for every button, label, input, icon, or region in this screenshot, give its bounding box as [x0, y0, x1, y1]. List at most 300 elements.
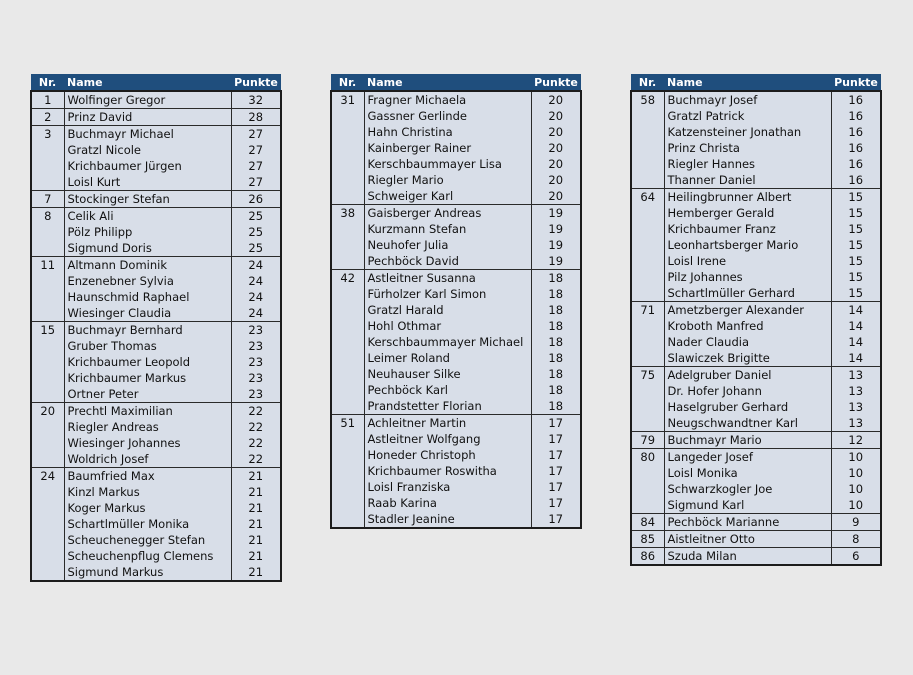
name-cell: Szuda Milan [664, 548, 831, 566]
table-row [331, 156, 581, 172]
rank-cell [331, 124, 364, 140]
points-cell: 23 [231, 370, 281, 386]
header-name: Name [364, 74, 531, 91]
table-row [331, 91, 581, 108]
table-row [631, 108, 881, 124]
name-cell: Gratzl Nicole [64, 142, 231, 158]
table-row [31, 289, 281, 305]
rank-cell [331, 431, 364, 447]
points-cell: 28 [231, 109, 281, 126]
points-cell: 20 [531, 91, 581, 108]
name-cell: Loisl Monika [664, 465, 831, 481]
table-row [631, 334, 881, 350]
table-row [331, 431, 581, 447]
header-nr: Nr. [331, 74, 364, 91]
points-cell: 17 [531, 447, 581, 463]
rank-cell [631, 237, 664, 253]
points-cell: 13 [831, 367, 881, 384]
header-points: Punkte [531, 74, 581, 91]
table-row [31, 516, 281, 532]
table-row [331, 205, 581, 222]
points-cell: 16 [831, 156, 881, 172]
name-cell: Slawiczek Brigitte [664, 350, 831, 367]
table-row [331, 447, 581, 463]
points-cell: 25 [231, 208, 281, 225]
table-row [631, 497, 881, 514]
table-row [331, 495, 581, 511]
name-cell: Buchmayr Michael [64, 126, 231, 143]
name-cell: Neuhauser Silke [364, 366, 531, 382]
table-row [631, 481, 881, 497]
name-cell: Riegler Andreas [64, 419, 231, 435]
name-cell: Krichbaumer Markus [64, 370, 231, 386]
table-row [31, 273, 281, 289]
points-cell: 17 [531, 415, 581, 432]
points-cell: 23 [231, 386, 281, 403]
rank-cell [631, 269, 664, 285]
name-cell: Adelgruber Daniel [664, 367, 831, 384]
name-cell: Stadler Jeanine [364, 511, 531, 528]
table-row [631, 205, 881, 221]
header-nr: Nr. [631, 74, 664, 91]
name-cell: Krichbaumer Jürgen [64, 158, 231, 174]
rank-cell [31, 484, 64, 500]
points-cell: 15 [831, 221, 881, 237]
table-row [31, 142, 281, 158]
table-row [31, 240, 281, 257]
table-row [631, 237, 881, 253]
points-cell: 27 [231, 174, 281, 191]
name-cell: Krichbaumer Leopold [64, 354, 231, 370]
name-cell: Fragner Michaela [364, 91, 531, 108]
name-cell: Neuhofer Julia [364, 237, 531, 253]
points-cell: 13 [831, 415, 881, 432]
header-points: Punkte [831, 74, 881, 91]
points-cell: 18 [531, 334, 581, 350]
name-cell: Celik Ali [64, 208, 231, 225]
points-cell: 17 [531, 431, 581, 447]
rank-cell [631, 285, 664, 302]
name-cell: Hemberger Gerald [664, 205, 831, 221]
name-cell: Hohl Othmar [364, 318, 531, 334]
table-row [331, 108, 581, 124]
rank-cell: 8 [31, 208, 64, 225]
table-row [631, 140, 881, 156]
name-cell: Kroboth Manfred [664, 318, 831, 334]
name-cell: Haunschmid Raphael [64, 289, 231, 305]
points-cell: 23 [231, 338, 281, 354]
name-cell: Altmann Dominik [64, 257, 231, 274]
table-row [31, 451, 281, 468]
points-cell: 10 [831, 481, 881, 497]
rank-cell [31, 500, 64, 516]
name-cell: Schweiger Karl [364, 188, 531, 205]
rank-cell: 7 [31, 191, 64, 208]
rank-cell [31, 305, 64, 322]
name-cell: Ametzberger Alexander [664, 302, 831, 319]
points-cell: 20 [531, 124, 581, 140]
rank-cell [31, 273, 64, 289]
table-row [631, 91, 881, 108]
name-cell: Leimer Roland [364, 350, 531, 366]
rank-cell [631, 383, 664, 399]
points-cell: 27 [231, 126, 281, 143]
points-cell: 8 [831, 531, 881, 548]
points-cell: 19 [531, 205, 581, 222]
ranking-table-1 [30, 74, 282, 582]
rank-cell [31, 451, 64, 468]
points-cell: 21 [231, 468, 281, 485]
table-row [631, 449, 881, 466]
rank-cell [31, 532, 64, 548]
points-cell: 19 [531, 237, 581, 253]
name-cell: Raab Karina [364, 495, 531, 511]
rank-cell [331, 108, 364, 124]
rank-cell: 51 [331, 415, 364, 432]
table-row [31, 208, 281, 225]
table-row [631, 399, 881, 415]
table-row [31, 126, 281, 143]
rank-cell [331, 366, 364, 382]
table-row [331, 398, 581, 415]
points-cell: 27 [231, 142, 281, 158]
rank-cell [31, 419, 64, 435]
name-cell: Buchmayr Bernhard [64, 322, 231, 339]
table-row [31, 191, 281, 208]
table-row [31, 91, 281, 109]
name-cell: Gassner Gerlinde [364, 108, 531, 124]
name-cell: Loisl Irene [664, 253, 831, 269]
name-cell: Prandstetter Florian [364, 398, 531, 415]
name-cell: Astleitner Wolfgang [364, 431, 531, 447]
rank-cell [631, 415, 664, 432]
name-cell: Sigmund Markus [64, 564, 231, 581]
rank-cell [331, 447, 364, 463]
rank-cell [331, 140, 364, 156]
table-row [331, 140, 581, 156]
rank-cell [31, 289, 64, 305]
name-cell: Krichbaumer Roswitha [364, 463, 531, 479]
points-cell: 16 [831, 124, 881, 140]
table-row [31, 468, 281, 485]
name-cell: Enzenebner Sylvia [64, 273, 231, 289]
rank-cell: 42 [331, 270, 364, 287]
table-header-row [331, 74, 581, 91]
points-cell: 19 [531, 253, 581, 270]
points-cell: 6 [831, 548, 881, 566]
name-cell: Krichbaumer Franz [664, 221, 831, 237]
rank-cell [331, 350, 364, 366]
points-cell: 25 [231, 224, 281, 240]
rank-cell: 64 [631, 189, 664, 206]
table-row [331, 286, 581, 302]
name-cell: Gaisberger Andreas [364, 205, 531, 222]
rank-cell [631, 334, 664, 350]
table-row [31, 548, 281, 564]
rank-cell [31, 516, 64, 532]
table-row [31, 419, 281, 435]
points-cell: 13 [831, 399, 881, 415]
rank-cell [631, 318, 664, 334]
points-cell: 10 [831, 465, 881, 481]
name-cell: Wolfinger Gregor [64, 91, 231, 109]
table-row [331, 415, 581, 432]
points-cell: 18 [531, 302, 581, 318]
name-cell: Loisl Franziska [364, 479, 531, 495]
name-cell: Haselgruber Gerhard [664, 399, 831, 415]
points-cell: 14 [831, 302, 881, 319]
table-row [631, 189, 881, 206]
name-cell: Langeder Josef [664, 449, 831, 466]
table-row [31, 109, 281, 126]
table-row [331, 511, 581, 528]
name-cell: Sigmund Karl [664, 497, 831, 514]
rank-cell [631, 124, 664, 140]
table-row [31, 322, 281, 339]
rank-cell [631, 205, 664, 221]
rank-cell [331, 463, 364, 479]
table-row [631, 269, 881, 285]
points-cell: 22 [231, 419, 281, 435]
table-row [631, 415, 881, 432]
name-cell: Kainberger Rainer [364, 140, 531, 156]
table-row [631, 156, 881, 172]
rank-cell: 71 [631, 302, 664, 319]
header-points: Punkte [231, 74, 281, 91]
rank-cell [331, 156, 364, 172]
rank-cell: 3 [31, 126, 64, 143]
rank-cell [31, 158, 64, 174]
points-cell: 20 [531, 172, 581, 188]
rank-cell: 11 [31, 257, 64, 274]
name-cell: Riegler Mario [364, 172, 531, 188]
header-name: Name [64, 74, 231, 91]
points-cell: 32 [231, 91, 281, 109]
rank-cell [331, 511, 364, 528]
name-cell: Schartlmüller Gerhard [664, 285, 831, 302]
table-row [631, 367, 881, 384]
name-cell: Schwarzkogler Joe [664, 481, 831, 497]
table-row [331, 221, 581, 237]
table-row [631, 221, 881, 237]
rank-cell: 85 [631, 531, 664, 548]
name-cell: Dr. Hofer Johann [664, 383, 831, 399]
rank-cell [631, 172, 664, 189]
points-cell: 17 [531, 495, 581, 511]
name-cell: Baumfried Max [64, 468, 231, 485]
name-cell: Sigmund Doris [64, 240, 231, 257]
name-cell: Pilz Johannes [664, 269, 831, 285]
name-cell: Wiesinger Johannes [64, 435, 231, 451]
name-cell: Prinz David [64, 109, 231, 126]
name-cell: Scheuchenpflug Clemens [64, 548, 231, 564]
rank-cell [31, 240, 64, 257]
points-cell: 23 [231, 322, 281, 339]
points-cell: 26 [231, 191, 281, 208]
rank-cell [631, 156, 664, 172]
table-row [31, 224, 281, 240]
rank-cell: 80 [631, 449, 664, 466]
name-cell: Buchmayr Mario [664, 432, 831, 449]
points-cell: 18 [531, 270, 581, 287]
rank-cell [631, 481, 664, 497]
ranking-table-2 [330, 74, 582, 529]
rank-cell [631, 350, 664, 367]
rank-cell [631, 465, 664, 481]
table-row [631, 124, 881, 140]
rank-cell [331, 286, 364, 302]
rank-cell: 20 [31, 403, 64, 420]
name-cell: Pölz Philipp [64, 224, 231, 240]
name-cell: Kerschbaummayer Michael [364, 334, 531, 350]
table-row [31, 532, 281, 548]
name-cell: Woldrich Josef [64, 451, 231, 468]
points-cell: 9 [831, 514, 881, 531]
table-row [31, 158, 281, 174]
rank-cell [631, 140, 664, 156]
rank-cell [631, 221, 664, 237]
rank-cell [631, 253, 664, 269]
table-row [631, 172, 881, 189]
points-cell: 20 [531, 188, 581, 205]
table-row [331, 188, 581, 205]
name-cell: Thanner Daniel [664, 172, 831, 189]
table-row [631, 350, 881, 367]
table-row [31, 403, 281, 420]
name-cell: Stockinger Stefan [64, 191, 231, 208]
rank-cell: 84 [631, 514, 664, 531]
name-cell: Pechböck David [364, 253, 531, 270]
points-cell: 18 [531, 382, 581, 398]
name-cell: Astleitner Susanna [364, 270, 531, 287]
table-row [631, 531, 881, 548]
name-cell: Buchmayr Josef [664, 91, 831, 108]
rank-cell: 79 [631, 432, 664, 449]
points-cell: 21 [231, 532, 281, 548]
rank-cell: 15 [31, 322, 64, 339]
ranking-table-3 [630, 74, 882, 566]
rank-cell [631, 108, 664, 124]
points-cell: 24 [231, 273, 281, 289]
table-row [331, 350, 581, 366]
header-nr: Nr. [31, 74, 64, 91]
points-cell: 15 [831, 189, 881, 206]
rank-cell [31, 224, 64, 240]
table-row [631, 302, 881, 319]
table-row [31, 484, 281, 500]
table-row [31, 500, 281, 516]
table-row [331, 318, 581, 334]
points-cell: 18 [531, 286, 581, 302]
table-header-row [31, 74, 281, 91]
rank-cell [631, 399, 664, 415]
rank-cell: 2 [31, 109, 64, 126]
table-row [331, 124, 581, 140]
rank-cell: 58 [631, 91, 664, 108]
points-cell: 15 [831, 285, 881, 302]
table-row [631, 432, 881, 449]
table-row [31, 564, 281, 581]
name-cell: Aistleitner Otto [664, 531, 831, 548]
table-row [631, 548, 881, 566]
rank-cell [31, 564, 64, 581]
table-row [331, 366, 581, 382]
points-cell: 12 [831, 432, 881, 449]
table-row [31, 354, 281, 370]
points-cell: 18 [531, 366, 581, 382]
table-row [331, 302, 581, 318]
table-row [331, 479, 581, 495]
rank-cell: 86 [631, 548, 664, 566]
points-cell: 18 [531, 398, 581, 415]
name-cell: Leonhartsberger Mario [664, 237, 831, 253]
name-cell: Kurzmann Stefan [364, 221, 531, 237]
table-row [331, 334, 581, 350]
rank-cell [331, 302, 364, 318]
rank-cell: 1 [31, 91, 64, 109]
table-row [631, 514, 881, 531]
rank-cell: 75 [631, 367, 664, 384]
points-cell: 18 [531, 318, 581, 334]
points-cell: 27 [231, 158, 281, 174]
name-cell: Scheuchenegger Stefan [64, 532, 231, 548]
name-cell: Achleitner Martin [364, 415, 531, 432]
name-cell: Nader Claudia [664, 334, 831, 350]
points-cell: 21 [231, 548, 281, 564]
points-cell: 14 [831, 318, 881, 334]
name-cell: Honeder Christoph [364, 447, 531, 463]
rank-cell [331, 188, 364, 205]
table-row [31, 174, 281, 191]
name-cell: Koger Markus [64, 500, 231, 516]
points-cell: 24 [231, 257, 281, 274]
rank-cell [31, 174, 64, 191]
name-cell: Kerschbaummayer Lisa [364, 156, 531, 172]
table-row [31, 370, 281, 386]
rank-cell [331, 221, 364, 237]
points-cell: 19 [531, 221, 581, 237]
rank-cell [331, 495, 364, 511]
points-cell: 14 [831, 334, 881, 350]
points-cell: 15 [831, 253, 881, 269]
rank-cell [331, 172, 364, 188]
table-row [331, 237, 581, 253]
rank-cell [31, 370, 64, 386]
name-cell: Pechböck Marianne [664, 514, 831, 531]
points-cell: 14 [831, 350, 881, 367]
table-row [331, 172, 581, 188]
points-cell: 21 [231, 516, 281, 532]
name-cell: Ortner Peter [64, 386, 231, 403]
name-cell: Gratzl Harald [364, 302, 531, 318]
table-header-row [631, 74, 881, 91]
name-cell: Kinzl Markus [64, 484, 231, 500]
rank-cell [31, 548, 64, 564]
points-cell: 10 [831, 497, 881, 514]
points-cell: 16 [831, 91, 881, 108]
rank-cell [331, 479, 364, 495]
points-cell: 23 [231, 354, 281, 370]
table-row [631, 285, 881, 302]
rank-cell: 31 [331, 91, 364, 108]
name-cell: Neugschwandtner Karl [664, 415, 831, 432]
points-cell: 17 [531, 479, 581, 495]
rank-cell [331, 253, 364, 270]
table-row [31, 435, 281, 451]
points-cell: 24 [231, 305, 281, 322]
points-cell: 22 [231, 435, 281, 451]
name-cell: Gruber Thomas [64, 338, 231, 354]
